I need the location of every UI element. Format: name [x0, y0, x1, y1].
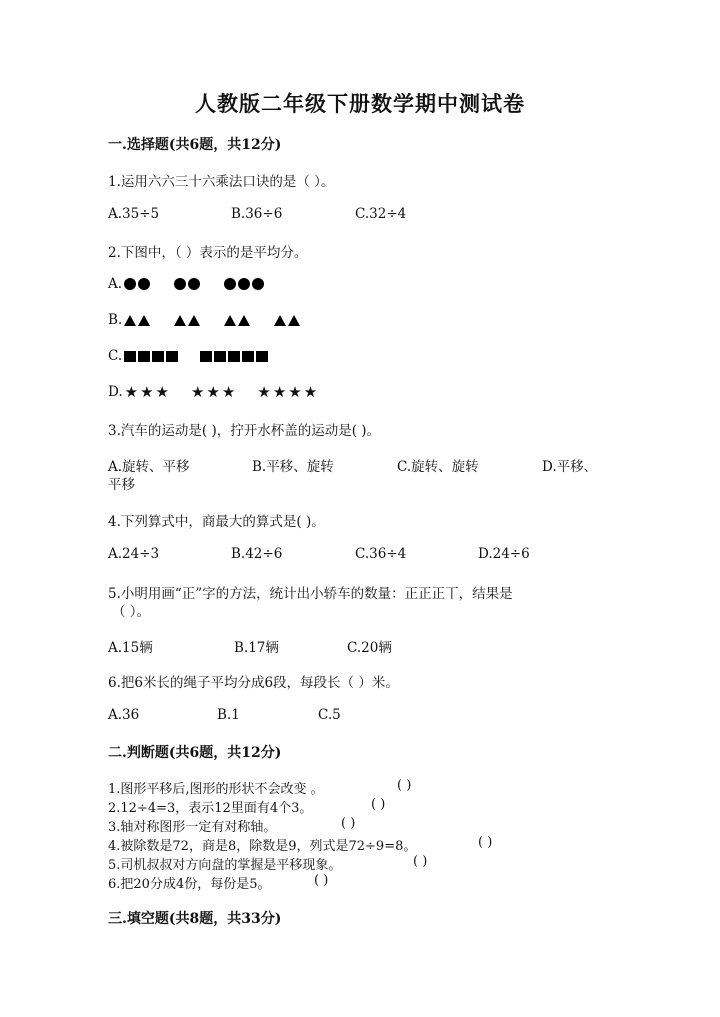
circle-icon	[174, 278, 186, 290]
square-icon	[152, 351, 164, 362]
judge-item-2-answer: ( )	[371, 797, 386, 812]
triangle-group	[224, 315, 250, 326]
triangle-icon	[138, 315, 150, 326]
q2-option-b-label: B.	[108, 312, 123, 328]
star-icon: ★	[257, 382, 271, 401]
star-icon: ★	[124, 382, 139, 401]
q4-option-a: A.24÷3	[108, 546, 160, 562]
question-4: 4.下列算式中，商最大的算式是( )。	[108, 514, 325, 530]
judge-item-1: 1.图形平移后,图形的形状不会改变 。	[108, 782, 324, 797]
judge-item-5: 5.司机叔叔对方向盘的掌握是平移现象。	[108, 858, 342, 873]
star-icon: ★	[206, 382, 220, 401]
square-icon	[228, 351, 240, 362]
square-icon	[166, 351, 178, 362]
q2-option-a-label: A.	[108, 276, 123, 292]
circle-icon	[124, 278, 136, 290]
square-icon	[138, 351, 150, 362]
star-group	[191, 382, 236, 401]
q2-option-a	[108, 274, 264, 294]
judge-item-1-answer: ( )	[397, 778, 412, 793]
judge-item-5-answer: ( )	[413, 854, 428, 869]
q1-option-a: A.35÷5	[108, 206, 160, 222]
square-icon	[256, 351, 268, 362]
q5-option-a: A.15辆	[108, 640, 153, 656]
triangle-icon	[174, 315, 186, 326]
triangle-icon	[288, 315, 300, 326]
triangle-icon	[274, 315, 286, 326]
q4-option-b: B.42÷6	[231, 546, 283, 562]
section-heading-choice: 一.选择题(共6题，共12分)	[108, 137, 282, 153]
q2-option-c	[108, 346, 268, 366]
star-icon: ★	[221, 382, 236, 401]
q2-option-b-shapes	[124, 315, 300, 326]
question-1: 1.运用六六三十六乘法口诀的是（ ）。	[108, 174, 335, 190]
q4-option-d: D.24÷6	[478, 546, 530, 562]
square-icon	[214, 351, 226, 362]
square-icon	[242, 351, 254, 362]
triangle-icon	[238, 315, 250, 326]
circle-icon	[252, 278, 264, 290]
square-group	[124, 351, 178, 362]
q3-option-c: C.旋转、旋转	[397, 459, 479, 475]
question-6: 6.把6米长的绳子平均分成6段，每段长（ ）米。	[108, 675, 399, 691]
q2-option-b	[108, 310, 300, 330]
q2-option-d-shapes	[124, 382, 318, 401]
judge-item-4-answer: ( )	[478, 835, 493, 850]
q5-option-c: C.20辆	[347, 640, 392, 656]
page-title: 人教版二年级下册数学期中测试卷	[195, 91, 525, 116]
circle-group	[124, 278, 150, 290]
star-group	[124, 382, 169, 401]
q2-option-d-label: D.	[108, 384, 123, 400]
star-group	[257, 382, 318, 401]
section-heading-fill: 三.填空题(共8题，共33分)	[108, 911, 282, 927]
triangle-icon	[188, 315, 200, 326]
star-icon: ★	[303, 382, 318, 401]
q5-option-b: B.17辆	[234, 640, 279, 656]
q2-option-c-shapes	[124, 351, 268, 362]
q1-option-c: C.32÷4	[355, 206, 407, 222]
q2-option-a-shapes	[124, 278, 264, 290]
judge-item-6-answer: ( )	[314, 873, 329, 888]
question-5: 5.小明用画“正”字的方法，统计出小轿车的数量：正正正丅，结果是	[108, 586, 513, 602]
star-icon: ★	[140, 382, 154, 401]
circle-group	[224, 278, 264, 290]
q3-option-a: A.旋转、平移	[108, 459, 190, 475]
star-icon: ★	[191, 382, 205, 401]
question-3: 3.汽车的运动是( )，拧开水杯盖的运动是( )。	[108, 423, 381, 439]
judge-item-3-answer: ( )	[341, 816, 356, 831]
triangle-group	[274, 315, 300, 326]
q4-option-c: C.36÷4	[355, 546, 407, 562]
q2-option-d	[108, 382, 317, 402]
circle-group	[174, 278, 200, 290]
section-heading-judge: 二.判断题(共6题，共12分)	[108, 745, 282, 761]
triangle-icon	[224, 315, 236, 326]
q3-option-d-continued: 平移	[108, 477, 135, 493]
circle-icon	[138, 278, 150, 290]
q3-option-b: B.平移、旋转	[252, 459, 334, 475]
circle-icon	[224, 278, 236, 290]
judge-item-3: 3.轴对称图形一定有对称轴。	[108, 820, 277, 835]
star-icon: ★	[272, 382, 287, 401]
q6-option-c: C.5	[318, 707, 341, 723]
q1-option-b: B.36÷6	[231, 206, 283, 222]
q3-option-d: D.平移、	[542, 459, 598, 475]
judge-item-2: 2.12÷4=3，表示12里面有4个3。	[108, 801, 313, 816]
q2-option-c-label: C.	[108, 348, 123, 364]
judge-item-6: 6.把20分成4份，每份是5。	[108, 877, 271, 892]
triangle-icon	[124, 315, 136, 326]
star-icon: ★	[288, 382, 302, 401]
star-icon: ★	[155, 382, 169, 401]
circle-icon	[188, 278, 200, 290]
q6-option-a: A.36	[108, 707, 140, 723]
circle-icon	[238, 278, 250, 290]
triangle-group	[174, 315, 200, 326]
square-group	[200, 351, 268, 362]
square-icon	[200, 351, 212, 362]
triangle-group	[124, 315, 150, 326]
judge-item-4: 4.被除数是72，商是8，除数是9，列式是72÷9=8。	[108, 839, 417, 854]
question-2: 2.下图中，（ ）表示的是平均分。	[108, 245, 308, 261]
question-5-continued: （ ）。	[112, 604, 151, 620]
q6-option-b: B.1	[217, 707, 240, 723]
square-icon	[124, 351, 136, 362]
